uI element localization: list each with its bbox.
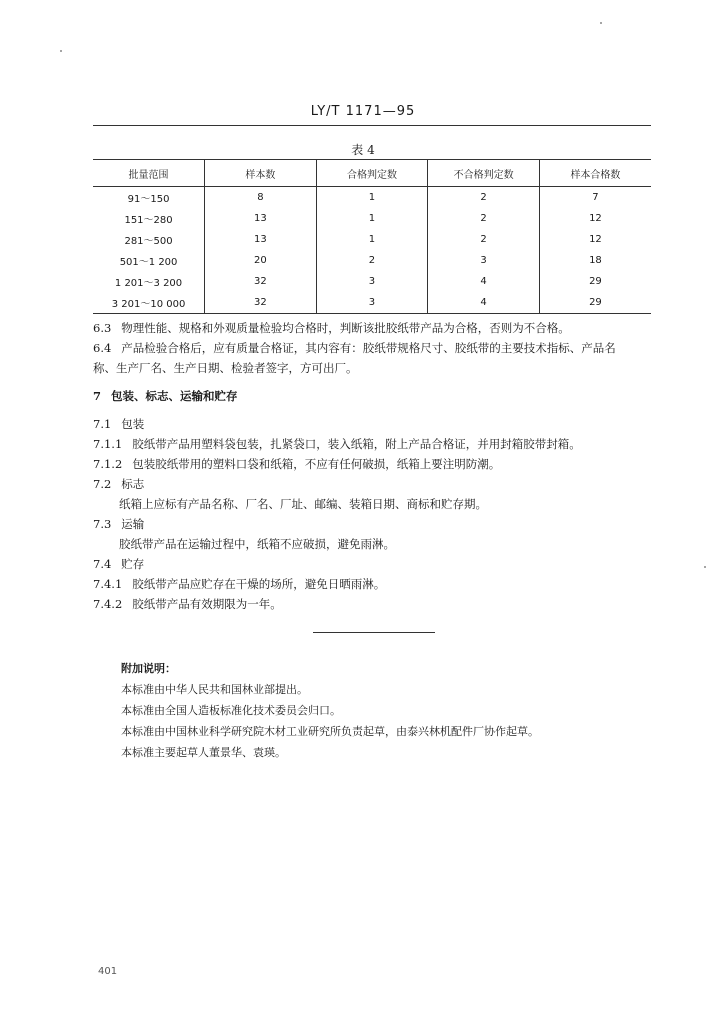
table-cell: 12 — [539, 208, 651, 229]
table-cell: 151～280 — [124, 215, 173, 226]
table-cell: 1 — [316, 229, 428, 250]
clause-title: 标志 — [121, 477, 145, 491]
header-rule — [93, 125, 651, 126]
body-text — [93, 318, 653, 614]
clause-text: 胶纸带产品应贮存在干燥的场所，避免日晒雨淋。 — [132, 577, 386, 591]
scan-speck — [600, 22, 602, 24]
page-number: 401 — [98, 966, 118, 977]
clause-number: 7.3 — [93, 517, 112, 531]
clause-text: 胶纸带产品用塑料袋包装，扎紧袋口，装入纸箱，附上产品合格证，并用封箱胶带封箱。 — [132, 437, 581, 451]
table-header-row — [93, 160, 651, 187]
clause-text: 产品检验合格后，应有质量合格证，其内容有：胶纸带规格尺寸、胶纸带的主要技术指标、产品名 — [121, 341, 616, 355]
table-cell: 1 — [316, 187, 428, 209]
clause-title: 包装 — [121, 417, 145, 431]
table-cell: 3 — [428, 250, 540, 271]
clause-7-2-text: 纸箱上应标有产品名称、厂名、厂址、邮编、装箱日期、商标和贮存期。 — [119, 497, 487, 511]
clause-number: 7.4 — [93, 557, 112, 571]
table-cell: 29 — [539, 292, 651, 314]
table-row — [93, 271, 651, 292]
table-cell: 91～150 — [127, 194, 170, 205]
table-cell: 32 — [205, 292, 317, 314]
clause-7-1-2 — [93, 454, 653, 474]
table-cell: 4 — [428, 271, 540, 292]
table-row — [93, 229, 651, 250]
notes-title: 附加说明： — [121, 662, 176, 675]
table-cell: 8 — [205, 187, 317, 209]
table-cell: 18 — [539, 250, 651, 271]
table-cell: 3 — [316, 292, 428, 314]
clause-7-3 — [93, 514, 653, 534]
notes-line: 本标准由中华人民共和国林业部提出。 — [121, 683, 308, 696]
clause-number: 7.1.2 — [93, 457, 123, 471]
section-7-heading — [93, 386, 653, 406]
table-row — [93, 250, 651, 271]
table-cell: 281～500 — [124, 236, 173, 247]
clause-7-1-1 — [93, 434, 653, 454]
clause-text: 物理性能、规格和外观质量检验均合格时，判断该批胶纸带产品为合格，否则为不合格。 — [121, 321, 570, 335]
clause-number: 7.4.1 — [93, 577, 123, 591]
col-header-sample-size: 样本数 — [205, 160, 317, 187]
table-cell: 4 — [428, 292, 540, 314]
table-cell: 1 201～3 200 — [114, 278, 183, 289]
scan-speck — [704, 566, 706, 568]
clause-7-1 — [93, 414, 653, 434]
table-cell: 13 — [205, 208, 317, 229]
notes-line: 本标准由全国人造板标准化技术委员会归口。 — [121, 704, 341, 717]
notes-line: 本标准由中国林业科学研究院木材工业研究所负责起草，由泰兴林机配件厂协作起草。 — [121, 725, 539, 738]
table-cell: 2 — [316, 250, 428, 271]
clause-7-2 — [93, 474, 653, 494]
clause-number: 7.2 — [93, 477, 112, 491]
clause-number: 6.4 — [93, 341, 112, 355]
table-cell: 29 — [539, 271, 651, 292]
clause-7-3-text: 胶纸带产品在运输过程中，纸箱不应破损，避免雨淋。 — [119, 537, 395, 551]
table-row — [93, 208, 651, 229]
clause-text: 胶纸带产品有效期限为一年。 — [132, 597, 282, 611]
clause-title: 运输 — [121, 517, 145, 531]
table-cell: 3 — [316, 271, 428, 292]
end-rule — [313, 632, 435, 633]
clause-text: 包装胶纸带用的塑料口袋和纸箱，不应有任何破损，纸箱上要注明防潮。 — [132, 457, 501, 471]
standard-number: LY/T 1171—95 — [310, 104, 416, 119]
table-row — [93, 187, 651, 209]
col-header-reject-number: 不合格判定数 — [428, 160, 540, 187]
clause-6-4 — [93, 338, 653, 358]
col-header-accept-number: 合格判定数 — [316, 160, 428, 187]
clause-6-3 — [93, 318, 653, 338]
table-cell: 13 — [205, 229, 317, 250]
clause-number: 7.4.2 — [93, 597, 123, 611]
clause-7-4 — [93, 554, 653, 574]
table-caption: 表 4 — [351, 143, 375, 157]
table-cell: 2 — [428, 229, 540, 250]
clause-6-4-continued: 称、生产厂名、生产日期、检验者签字，方可出厂。 — [93, 361, 358, 375]
clause-title: 贮存 — [121, 557, 145, 571]
table-cell: 32 — [205, 271, 317, 292]
section-title: 包装、标志、运输和贮存 — [111, 389, 238, 403]
clause-7-4-1 — [93, 574, 653, 594]
section-number: 7 — [93, 389, 102, 403]
table-cell: 2 — [428, 208, 540, 229]
table-cell: 12 — [539, 229, 651, 250]
clause-number: 6.3 — [93, 321, 112, 335]
table-row — [93, 292, 651, 314]
additional-notes — [121, 658, 641, 763]
clause-number: 7.1 — [93, 417, 112, 431]
table-cell: 2 — [428, 187, 540, 209]
clause-7-4-2 — [93, 594, 653, 614]
table-cell: 1 — [316, 208, 428, 229]
sampling-table — [93, 159, 651, 314]
table-cell: 20 — [205, 250, 317, 271]
table-cell: 7 — [539, 187, 651, 209]
table-cell: 3 201～10 000 — [93, 292, 205, 314]
col-header-batch-range: 批量范围 — [93, 160, 205, 187]
table-cell: 501～1 200 — [119, 257, 178, 268]
notes-line: 本标准主要起草人董景华、袁瑛。 — [121, 746, 286, 759]
scan-speck — [60, 50, 62, 52]
col-header-qualified-count: 样本合格数 — [539, 160, 651, 187]
clause-number: 7.1.1 — [93, 437, 123, 451]
